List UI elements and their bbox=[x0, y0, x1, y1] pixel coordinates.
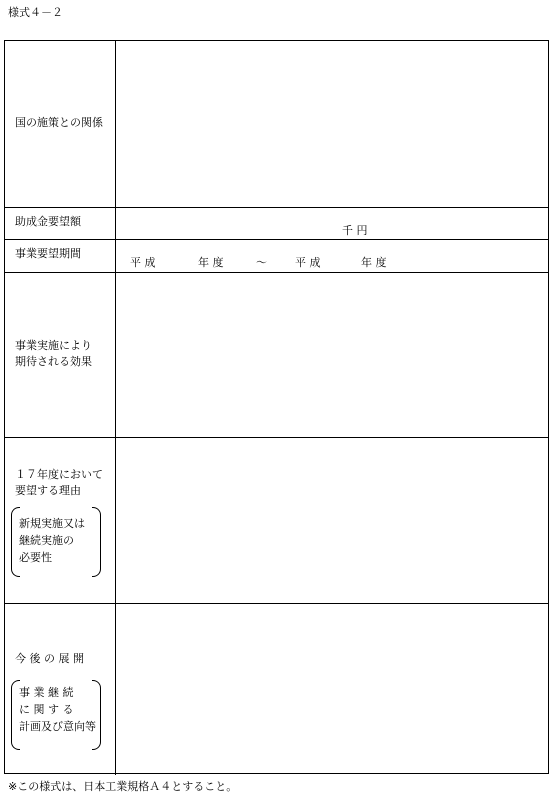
project-period-field[interactable] bbox=[116, 239, 548, 272]
year-start: 年 度 bbox=[198, 256, 224, 269]
form-id: 様式４－２ bbox=[8, 6, 63, 19]
policy-relation-field[interactable] bbox=[116, 41, 548, 207]
year-end: 年 度 bbox=[361, 256, 387, 269]
sub-label-necessity-3: 必要性 bbox=[19, 551, 52, 564]
label-cell bbox=[5, 603, 116, 775]
bracket-necessity bbox=[11, 507, 101, 577]
label-future-development: 今 後 の 展 開 bbox=[15, 652, 84, 665]
sub-label-plan-3: 計画及び意向等 bbox=[19, 720, 96, 733]
label-subsidy-amount: 助成金要望額 bbox=[15, 215, 81, 228]
right-paren-bracket bbox=[92, 680, 101, 750]
era-end: 平 成 bbox=[295, 256, 321, 269]
row-expected-effects bbox=[5, 272, 548, 438]
footnote: ※この様式は、日本工業規格Ａ４とすること。 bbox=[8, 780, 238, 793]
label-policy-relation: 国の施策との関係 bbox=[15, 116, 103, 129]
sub-label-plan-2: に 関 す る bbox=[19, 703, 74, 716]
row-future-development bbox=[5, 603, 548, 775]
request-reason-field[interactable] bbox=[116, 437, 548, 603]
label-cell bbox=[5, 272, 116, 437]
right-paren-bracket bbox=[92, 507, 101, 577]
row-policy-relation bbox=[5, 41, 548, 208]
bracket-continuation-plan bbox=[11, 680, 101, 750]
label-cell bbox=[5, 239, 116, 272]
future-development-field[interactable] bbox=[116, 603, 548, 775]
row-project-period bbox=[5, 239, 548, 273]
label-request-reason-1: １７年度において bbox=[15, 468, 103, 481]
label-cell bbox=[5, 437, 116, 603]
label-request-reason-2: 要望する理由 bbox=[15, 484, 81, 497]
label-expected-effects-2: 期待される効果 bbox=[15, 355, 92, 368]
row-request-reason bbox=[5, 437, 548, 604]
era-start: 平 成 bbox=[130, 256, 156, 269]
sub-label-necessity-2: 継続実施の bbox=[19, 534, 74, 547]
unit-thousand-yen: 千 円 bbox=[342, 224, 368, 237]
label-project-period: 事業要望期間 bbox=[15, 247, 81, 260]
sub-label-plan-1: 事 業 継 続 bbox=[19, 686, 74, 699]
application-form-table bbox=[4, 40, 549, 774]
subsidy-amount-field[interactable] bbox=[116, 207, 548, 239]
label-cell bbox=[5, 207, 116, 239]
label-cell bbox=[5, 41, 116, 207]
row-subsidy-amount bbox=[5, 207, 548, 240]
period-tilde: ～ bbox=[256, 256, 267, 269]
label-expected-effects-1: 事業実施により bbox=[15, 339, 92, 352]
sub-label-necessity-1: 新規実施又は bbox=[19, 517, 85, 530]
expected-effects-field[interactable] bbox=[116, 272, 548, 437]
